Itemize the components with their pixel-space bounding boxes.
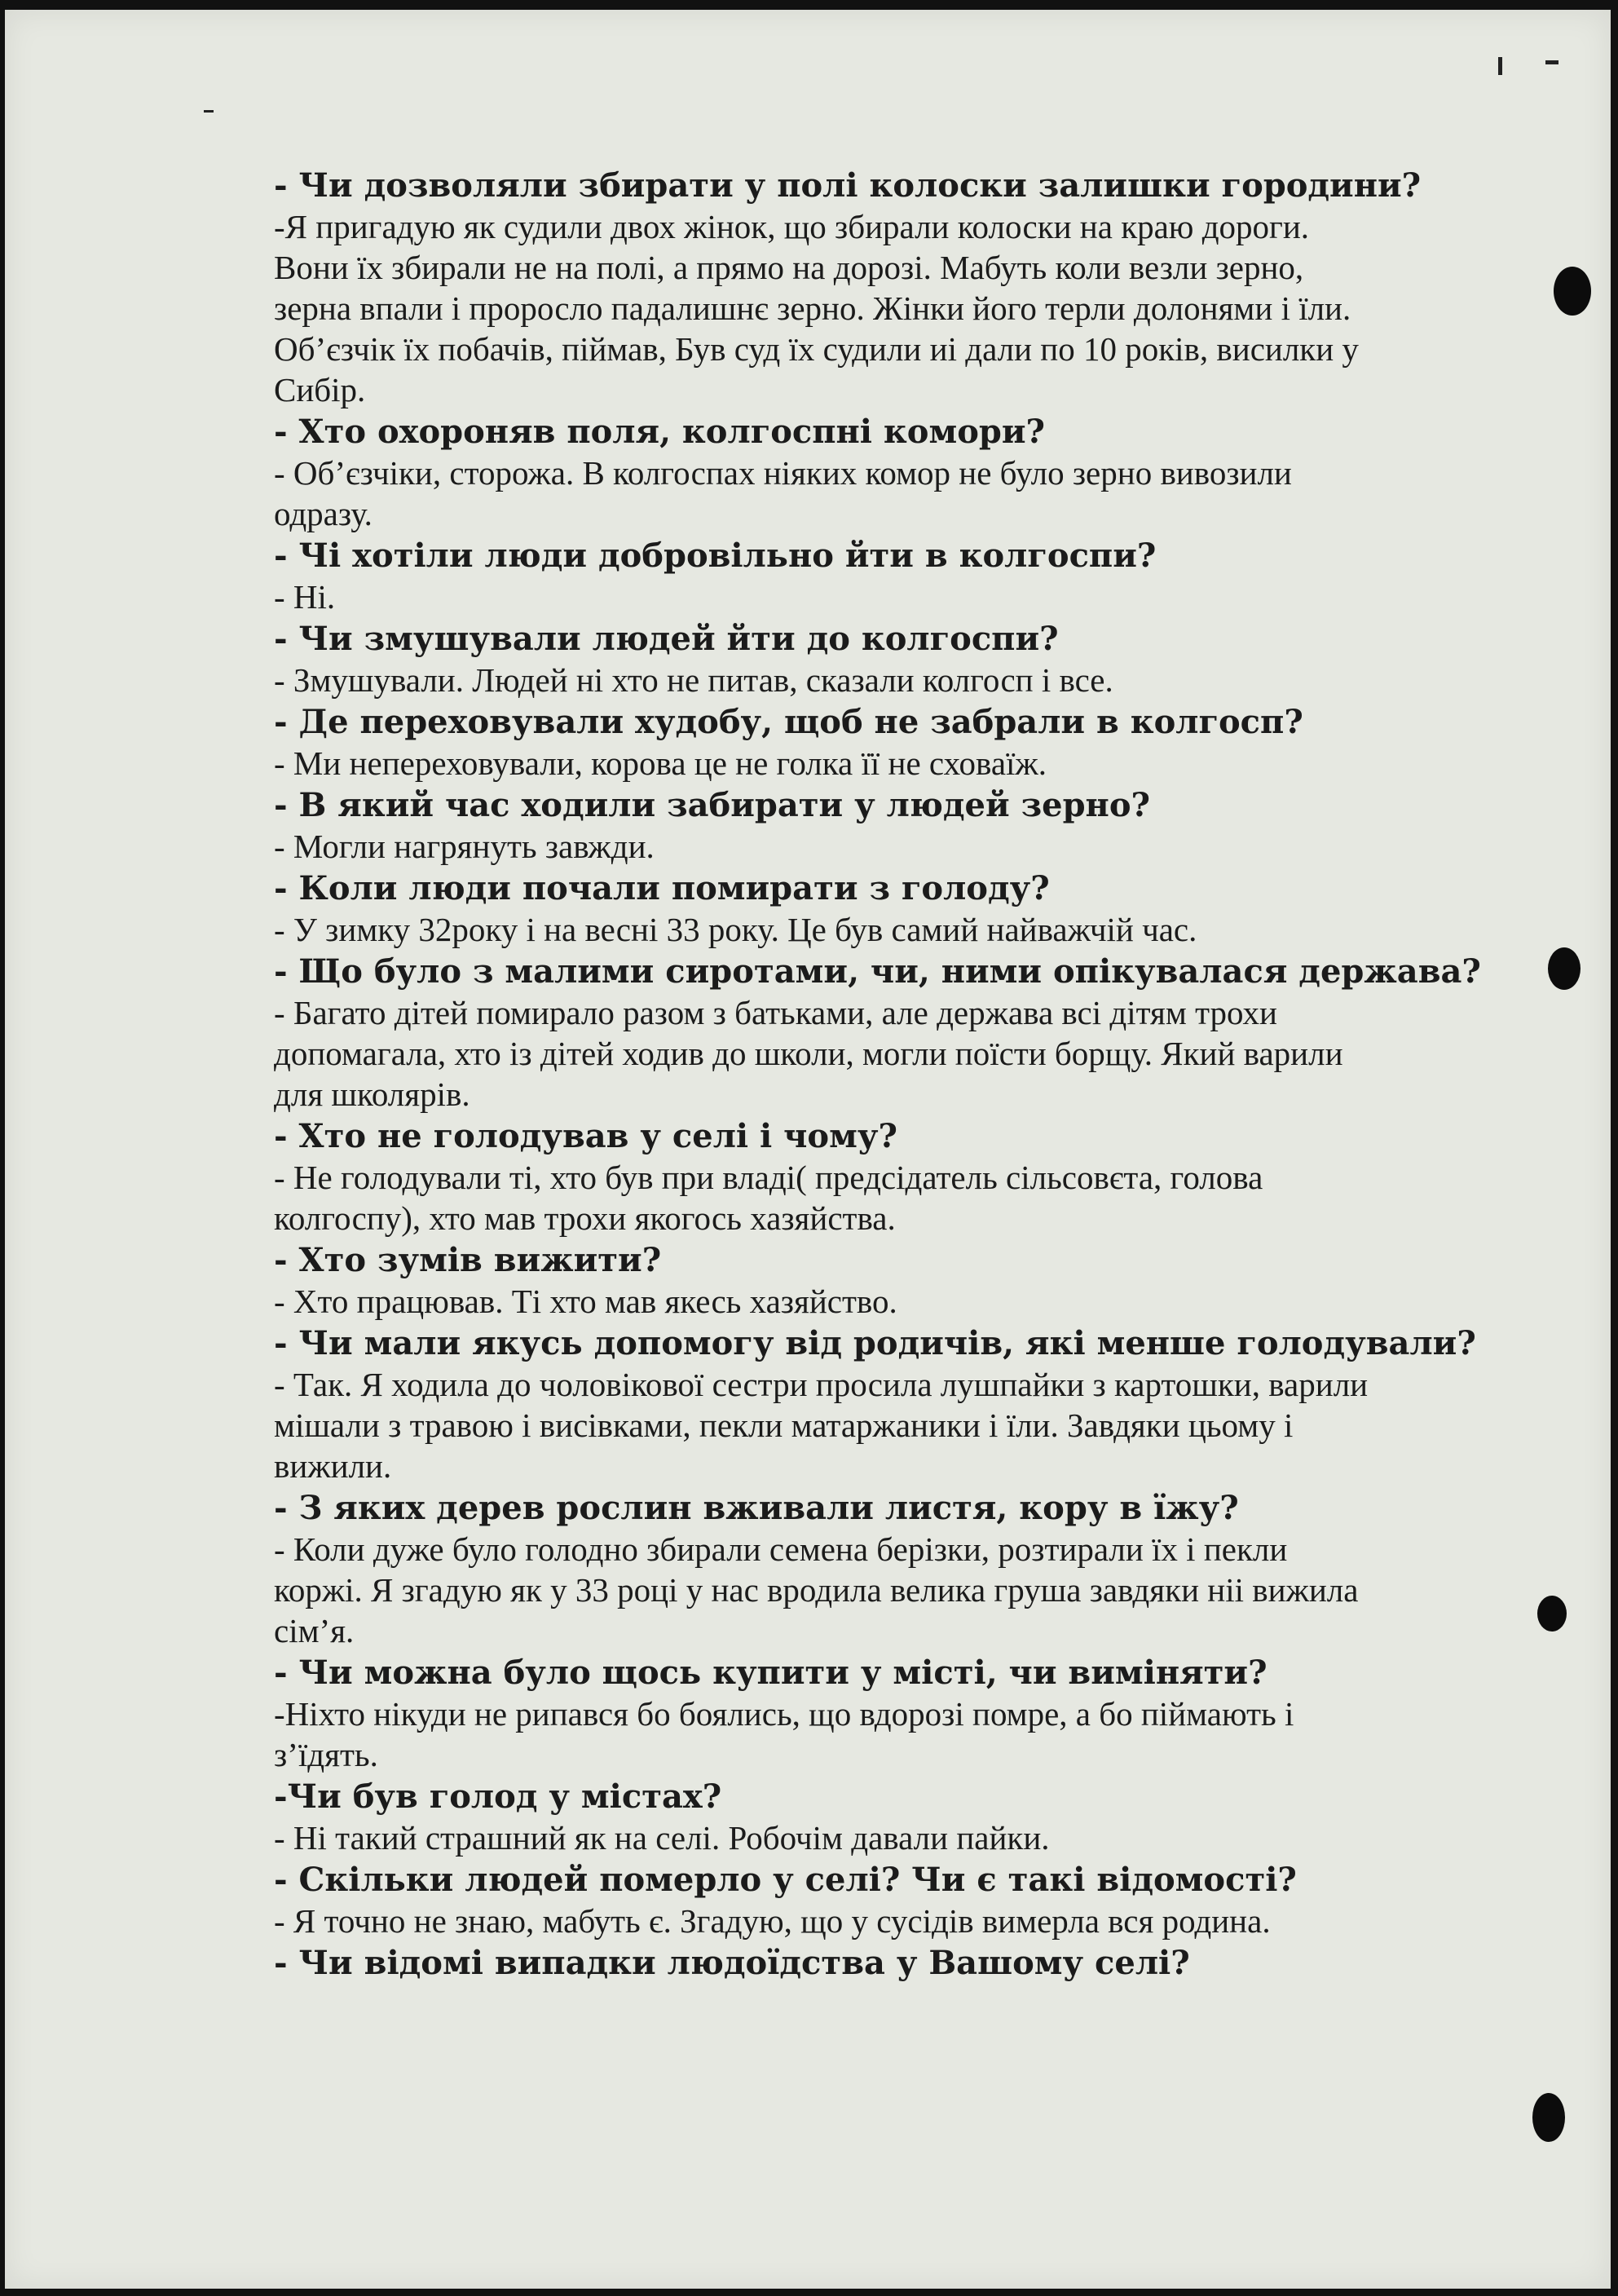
answer-line: -Ніхто нікуди не рипався бо боялись, що вдорозі помре, а бо піймають і [274, 1695, 1294, 1733]
question: - Чи можна було щось купити у місті, чи виміняти? [274, 1654, 1268, 1692]
qa-block [274, 1322, 1578, 1486]
answer-line: - Так. Я ходила до чоловікової сестри просила лушпайки з картошки, варили [274, 1366, 1369, 1403]
qa-block [274, 618, 1578, 700]
question: - В який час ходили забирати у людей зерно? [274, 786, 1150, 824]
punch-hole-4 [1532, 2093, 1565, 2142]
answer-line: - Змушували. Людей ні хто не питав, сказали колгосп і все. [274, 661, 1113, 699]
answer-line: колгоспу), хто мав трохи якогось хазяйства. [274, 1199, 896, 1237]
qa-block [274, 1239, 1578, 1321]
question: - Де переховували худобу, щоб не забрали в колгосп? [274, 703, 1303, 741]
answer-line: для школярів. [274, 1075, 470, 1113]
question: - Коли люди почали помирати з голоду? [274, 869, 1050, 907]
document-page [5, 10, 1611, 2289]
question: - Чи мали якусь допомогу від родичів, які менше голодували? [274, 1324, 1476, 1362]
answer-line: - Багато дітей помирало разом з батьками, але держава всі дітям трохи [274, 994, 1277, 1031]
scan-speck [204, 110, 214, 113]
answer-line: мішали з травою і висівками, пекли матаржаники і їли. Завдяки цьому і [274, 1406, 1294, 1444]
qa-block [274, 1942, 1578, 1985]
answer-line: - Ми непереховували, корова це не голка її не сховаїж. [274, 744, 1047, 782]
answer-line: - Я точно не знаю, мабуть є. Згадую, що у сусідів вимерла вся родина. [274, 1902, 1271, 1940]
question: - Хто зумів вижити? [274, 1241, 662, 1279]
question: - Хто охороняв поля, колгоспні комори? [274, 413, 1045, 451]
qa-block [274, 535, 1578, 616]
answer-line: Сибір. [274, 371, 366, 408]
answer-line: - Ні такий страшний як на селі. Робочім давали пайки. [274, 1819, 1050, 1857]
qa-block [274, 1115, 1578, 1238]
qa-block [274, 1652, 1578, 1774]
question: - Хто не голодував у селі і чому? [274, 1117, 897, 1155]
scan-speck [1545, 60, 1558, 64]
answer-line: вижили. [274, 1447, 392, 1485]
answer-line: Об’єзчік їх побачів, піймав, Був суд їх судили иі дали по 10 років, висилки у [274, 330, 1359, 368]
question: -Чи був голод у містах? [274, 1777, 722, 1816]
question: - Скільки людей померло у селі? Чи є такі відомості? [274, 1861, 1297, 1899]
answer-line: Вони їх збирали не на полі, а прямо на дорозі. Мабуть коли везли зерно, [274, 249, 1304, 286]
answer-line: - Могли нагрянуть завжди. [274, 828, 655, 865]
answer-line: сім’я. [274, 1612, 355, 1649]
question: - Чи дозволяли збирати у полі колоски залишки городини? [274, 166, 1422, 205]
qa-block [274, 951, 1578, 1114]
qa-block [274, 1859, 1578, 1941]
answer-line: - Ні. [274, 578, 336, 616]
answer-line: коржі. Я згадую як у 33 році у нас вродила велика груша завдяки ніі вижила [274, 1571, 1359, 1609]
answer-line: - Коли дуже було голодно збирали семена берізки, розтирали їх і пекли [274, 1530, 1288, 1568]
scan-speck [1498, 57, 1502, 75]
answer-line: зерна впали і проросло падалишнє зерно. Жінки його терли долонями і їли. [274, 289, 1351, 327]
qa-block [274, 1776, 1578, 1857]
qa-block [274, 411, 1578, 533]
answer-line: одразу. [274, 495, 373, 532]
qa-block [274, 784, 1578, 866]
qa-block [274, 165, 1578, 409]
question: - З яких дерев рослин вживали листя, кору в їжу? [274, 1489, 1239, 1527]
answer-line: - Не голодували ті, хто був при владі( предсідатель сільсовєта, голова [274, 1159, 1263, 1196]
qa-block [274, 868, 1578, 949]
question: - Чі хотіли люди добровільно йти в колгоспи? [274, 536, 1157, 575]
answer-line: з’їдять. [274, 1736, 378, 1773]
answer-line: допомагала, хто із дітей ходив до школи, могли поїсти борщу. Який варили [274, 1035, 1343, 1072]
question: - Чи відомі випадки людоїдства у Вашому селі? [274, 1944, 1190, 1982]
question: - Що було з малими сиротами, чи, ними опікувалася держава? [274, 952, 1481, 991]
question: - Чи змушували людей йти до колгоспи? [274, 620, 1059, 658]
qa-block [274, 1487, 1578, 1650]
answer-line: - Хто працював. Ті хто мав якесь хазяйство. [274, 1283, 897, 1320]
interview-transcript [274, 165, 1578, 1985]
answer-line: -Я пригадую як судили двох жінок, що збирали колоски на краю дороги. [274, 208, 1310, 245]
answer-line: - Об’єзчіки, сторожа. В колгоспах ніяких комор не було зерно вивозили [274, 454, 1292, 492]
qa-block [274, 701, 1578, 783]
answer-line: - У зимку 32року і на весні 33 року. Це був самий найважчій час. [274, 911, 1197, 948]
